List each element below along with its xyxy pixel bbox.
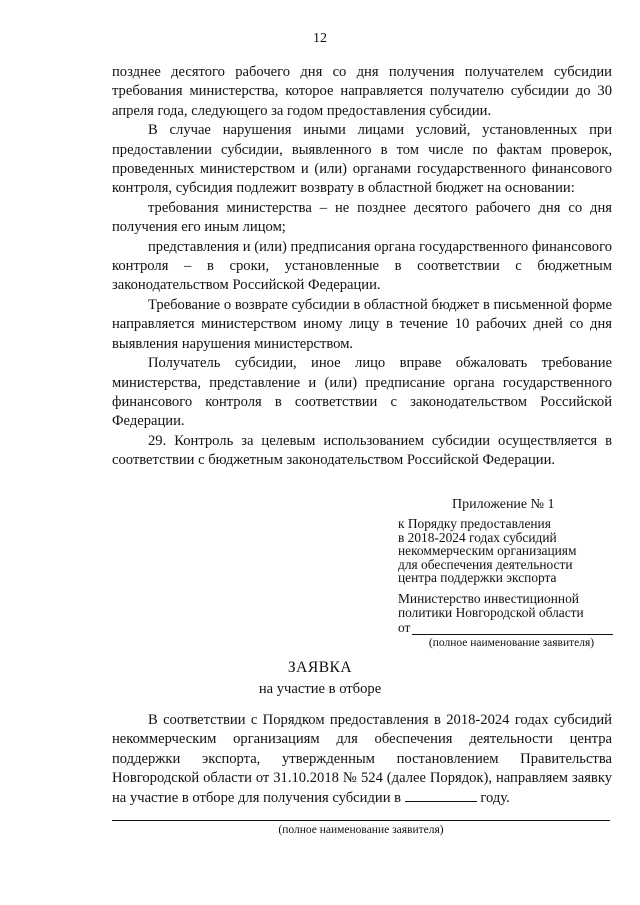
application-text-end: году. xyxy=(480,789,510,806)
paragraph-2: В случае нарушения иными лицами условий, установленных при предоставлении субсидии, выявленного в том числе по фактам проверок, проведенных министерством и (или) органами государственного финансового контроля, субсидия подлежит возврату в областной бюджет на основании: xyxy=(112,122,612,197)
page-number: 12 xyxy=(313,31,327,46)
paragraph-3: требования министерства – не позднее десятого рабочего дня со дня получения его иным лицом; xyxy=(112,199,612,236)
body-text xyxy=(112,63,612,471)
year-blank-field[interactable] xyxy=(405,789,477,802)
annex-line-3: некоммерческим организациям xyxy=(398,543,577,559)
annex-line-4: для обеспечения деятельности xyxy=(398,556,573,572)
application-paragraph xyxy=(112,711,612,808)
annex-line-2: в 2018-2024 годах субсидий xyxy=(398,529,557,545)
paragraph-7: 29. Контроль за целевым использованием субсидии осуществляется в соответствии с бюджетным законодательством Российской Федерации. xyxy=(112,432,612,469)
addressee-line-1: Министерство инвестиционной xyxy=(398,590,579,606)
application-text-start: В соответствии с Порядком предоставления в 2018-2024 годах субсидий некоммерческим организациям для обеспечения деятельности центра поддержки экспорта, утвержденным постановлением Правительства Новгородской области от 31.10.2018 № 524 (далее Порядок), направляем заявку на участие в отборе для получения субсидии в xyxy=(112,712,612,806)
paragraph-4: представления и (или) предписания органа государственного финансового контроля – в сроки, установленные в соответствии с бюджетным законодательством Российской Федерации. xyxy=(112,238,612,294)
annex-block xyxy=(398,517,613,650)
from-blank-line[interactable] xyxy=(412,622,613,635)
application-title: ЗАЯВКА xyxy=(287,659,353,676)
from-field[interactable] xyxy=(398,621,613,635)
addressee-line-2: политики Новгородской области xyxy=(398,604,584,620)
paragraph-6: Получатель субсидии, иное лицо вправе обжаловать требование министерства, представление и (или) предписание органа государственного финансового контроля в соответствии с законодательством Российской Федерации. xyxy=(112,355,612,430)
from-label: от xyxy=(398,620,411,636)
paragraph-1: позднее десятого рабочего дня со дня получения получателем субсидии требования министерства, которое направляется получателю субсидии до 30 апреля года, следующего за годом предоставления субсидии. xyxy=(112,64,612,119)
applicant-name-caption: (полное наименование заявителя) xyxy=(278,824,444,836)
annex-line-1: к Порядку предоставления xyxy=(398,516,551,531)
from-caption: (полное наименование заявителя) xyxy=(428,636,595,649)
annex-title: Приложение № 1 xyxy=(452,497,555,512)
applicant-name-line[interactable] xyxy=(112,820,610,821)
annex-line-5: центра поддержки экспорта xyxy=(398,570,557,586)
application-text xyxy=(112,711,612,808)
paragraph-5: Требование о возврате субсидии в областной бюджет в письменной форме направляется министерством иному лицу в течение 10 рабочих дней со дня выявления нарушения министерством. xyxy=(112,296,612,352)
application-subtitle: на участие в отборе xyxy=(258,681,382,697)
